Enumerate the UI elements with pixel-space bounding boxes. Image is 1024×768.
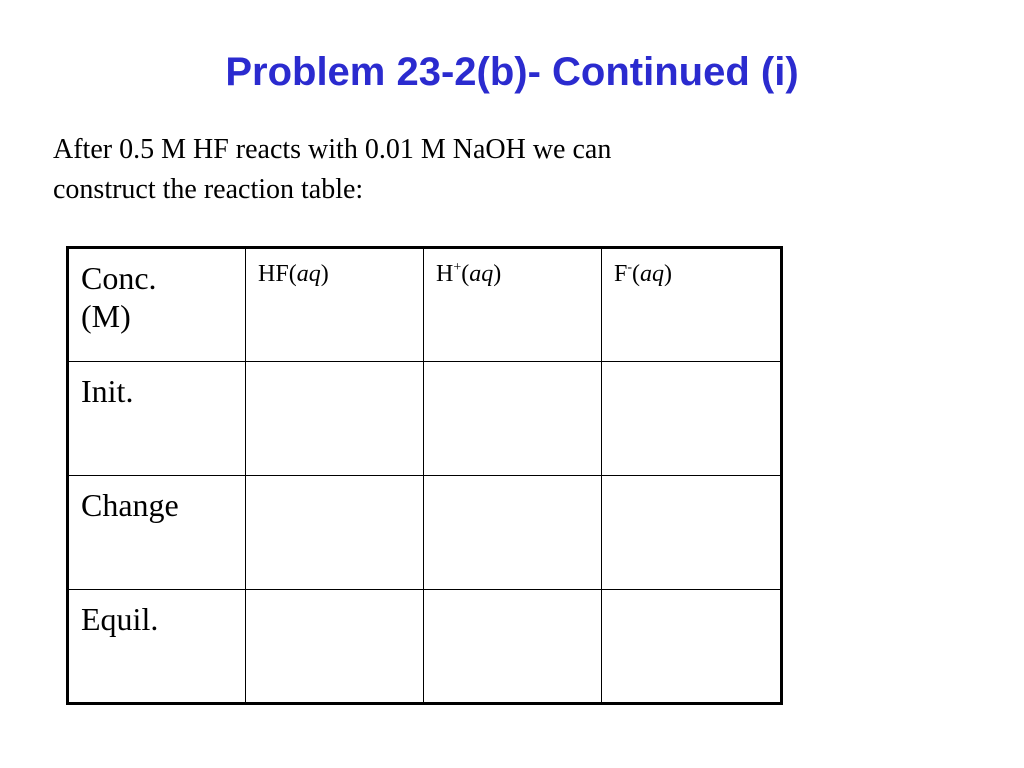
reaction-table [66, 246, 783, 705]
row-label-init: Init. [68, 362, 246, 476]
row-label-equil: Equil. [68, 590, 246, 704]
species-header-hf: HF(aq) [246, 248, 424, 362]
intro-text [53, 130, 773, 210]
header-row [68, 248, 782, 362]
corner-label [68, 248, 246, 362]
table-row-equil [68, 590, 782, 704]
slide-title: Problem 23-2(b)- Continued (i) [225, 50, 799, 94]
table-cell [246, 590, 424, 704]
species-charge: - [627, 260, 633, 275]
species-header-f-minus: F-(aq) [602, 248, 782, 362]
intro-line-2: construct the reaction table: [53, 174, 364, 205]
corner-label-line-1: Conc. [81, 260, 157, 296]
table-cell [602, 362, 782, 476]
species-phase: aq [296, 261, 321, 287]
table-cell [246, 476, 424, 590]
table-row-init [68, 362, 782, 476]
species-header-h-plus: H+(aq) [424, 248, 602, 362]
table-cell [602, 476, 782, 590]
species-formula: F [614, 261, 628, 287]
table-cell [602, 590, 782, 704]
species-formula: HF [258, 261, 289, 287]
species-formula: H [436, 261, 454, 287]
species-phase: aq [640, 261, 665, 287]
row-label-change: Change [68, 476, 246, 590]
table-row-change [68, 476, 782, 590]
corner-label-line-2: (M) [81, 298, 131, 334]
table-cell [424, 590, 602, 704]
table-cell [246, 362, 424, 476]
species-phase: aq [469, 261, 494, 287]
intro-line-1: After 0.5 M HF reacts with 0.01 M NaOH we can [53, 134, 612, 165]
table-cell [424, 362, 602, 476]
table-cell [424, 476, 602, 590]
species-charge: + [453, 260, 462, 275]
